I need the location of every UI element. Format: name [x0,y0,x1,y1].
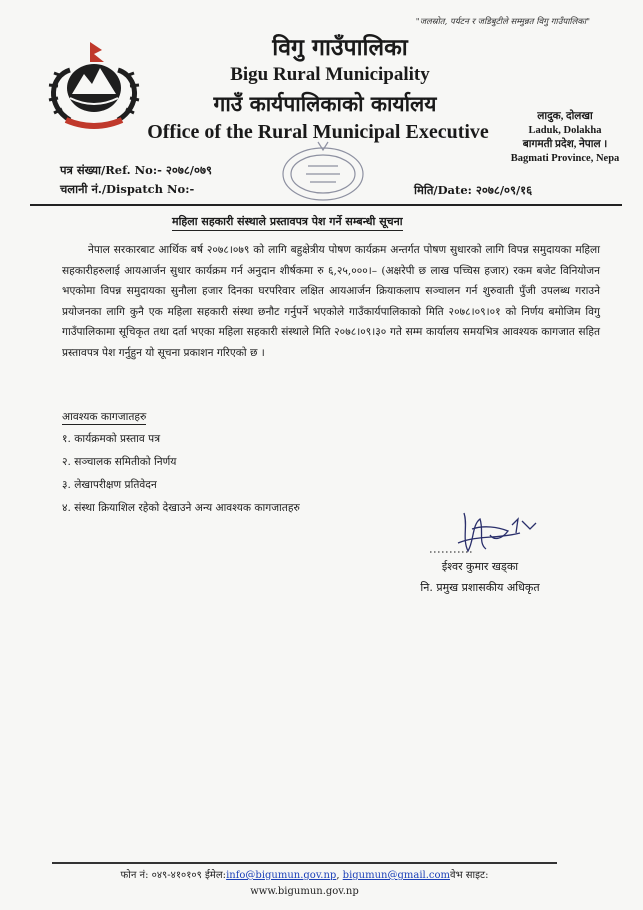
address-en: Laduk, Dolakha [528,125,602,136]
signatory [380,556,580,598]
dispatch-label: चलानी नं./Dispatch No:- [60,182,195,196]
notice-body [62,240,600,363]
header-divider [30,204,622,206]
list-item: २. सञ्चालक समितीको निर्णय [62,456,177,468]
footer-phone: फोन नं: ०४९-४१०१०९ ईमेल: [120,870,227,881]
municipality-name-en: Bigu Rural Municipality [230,64,430,85]
office-address [502,110,628,166]
office-stamp-icon [268,136,378,206]
reference-number [60,163,212,178]
email-link-gmail[interactable]: bigumun@gmail.com [342,870,451,881]
municipality-emblem-icon [40,36,148,132]
signatory-name: ईश्वर कुमार खड्का [441,560,519,573]
ref-value: २०७८/०७९ [165,163,212,177]
office-name-np: गाउँ कार्यपालिकाको कार्यालय [213,91,437,116]
footer [52,868,557,900]
documents-heading: आवश्यक कागजातहरु [62,411,147,423]
footer-contact [52,868,557,884]
date-label: मिति/Date: [414,183,472,197]
website-label: वेभ साइट: [450,870,489,881]
ref-label: पत्र संख्या/Ref. No:- [60,163,162,177]
list-item: ४. संस्था क्रियाशिल रहेको देखाउने अन्य आवश्यक कागजातहरु [62,502,300,514]
notice-body-text: नेपाल सरकारबाट आर्थिक बर्ष २०७८।०७९ को लागि बहुक्षेत्रीय पोषण कार्यक्रम अन्तर्गत पोषण सुधारको लागि विपन्न समुदायका महिला सहकारीहरुलाई आयआर्जन सुधार कार्यक्रम गर्न अनुदान शीर्षकमा रु ६,२५,०००।– (अक्षरेपी छ लाख पच्चिस हजार) रकम बजेट विनियोजन भएकोमा विपन्न समुदायका सुनौला हजार दिनका घरपरिवार लक्षित आयआर्जन क्रियाकलाप सञ्चालन गर्न शुरुवाती पुँजी उपलब्ध गराउने प्रयोजनका लागि कुनै एक महिला सहकारी संस्था छनौट गर्नुपर्ने भएकोले गाउँकार्यपालिकाको मिति २०७८।०९।०१ को निर्णय बमोजिम विगु गाउँपालिकामा सूचिकृत तथा दर्ता भएका महिला सहकारी संस्थाले मिति २०७८।०९।३० गते सम्म कार्यालय समयभित्र आवश्यक कागजात सहित प्रस्तावपत्र पेश गर्नुहुन यो सूचना प्रकाशन गरिएको छ । [62,244,600,359]
list-item: ३. लेखापरीक्षण प्रतिवेदन [62,479,157,491]
date-value: २०७८/०९/१६ [475,183,533,197]
footer-divider [52,862,557,864]
signatory-title: नि. प्रमुख प्रशासकीय अधिकृत [420,581,540,594]
letter-date [414,183,532,198]
municipality-name-np: विगु गाउँपालिका [272,34,408,61]
footer-separator: , [336,870,343,881]
province-en: Bagmati Province, Nepa [510,153,620,164]
address-np: लादुक, दोलखा [537,111,593,122]
handwritten-signature-icon [428,505,548,560]
website-link[interactable]: www.bigumun.gov.np [250,886,359,897]
province-np: बागमती प्रदेश, नेपाल । [522,139,608,150]
notice-subject: महिला सहकारी संस्थाले प्रस्तावपत्र पेश गर्ने सम्बन्धी सूचना [172,214,403,231]
list-item: १. कार्यक्रमको प्रस्ताव पत्र [62,433,161,445]
office-name-en: Office of the Rural Municipal Executive [147,121,489,143]
documents-list [62,428,300,520]
email-link-info[interactable]: info@bigumun.gov.np [226,870,337,881]
motto: "जलस्रोत, पर्यटन र जडिबुटीले सम्मुन्नत विगु गाउँपालिका" [415,17,590,27]
